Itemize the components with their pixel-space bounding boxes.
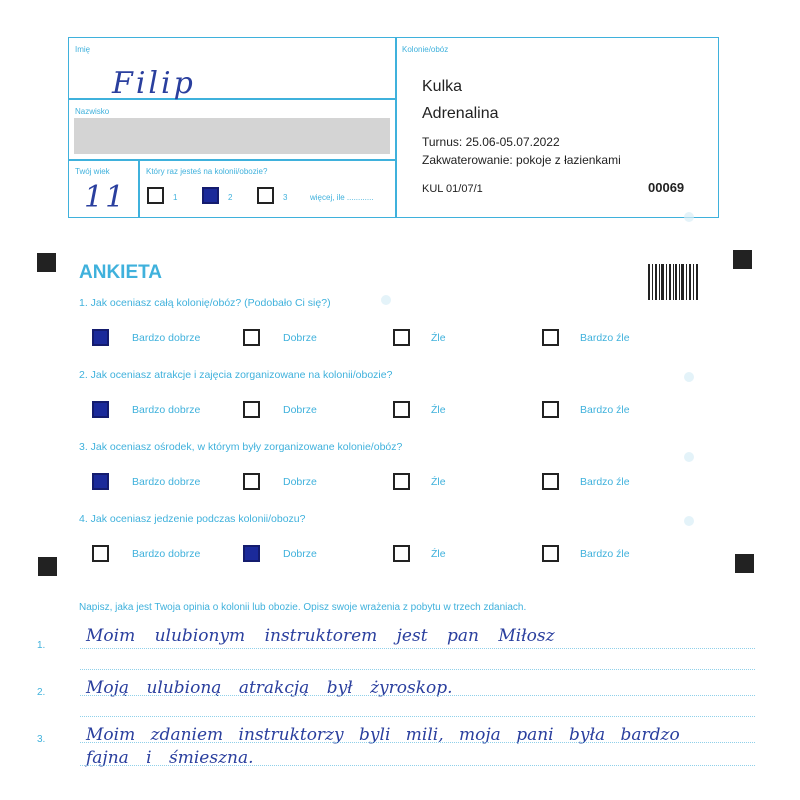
answer-line-3b xyxy=(80,765,755,766)
camp-code: KUL 01/07/1 xyxy=(422,183,483,195)
opinion-prompt: Napisz, jaka jest Twoja opinia o kolonii lub obozie. Opisz swoje wrażenia z pobytu w trzech zdaniach. xyxy=(79,602,527,613)
question-1-checkbox-4[interactable] xyxy=(542,329,559,346)
question-3-checkbox-1[interactable] xyxy=(92,473,109,490)
question-3-option-label: Bardzo dobrze xyxy=(132,476,201,488)
question-3-option-label: Źle xyxy=(431,476,446,488)
question-4-checkbox-1[interactable] xyxy=(92,545,109,562)
registration-marker-top-left xyxy=(37,253,56,272)
scan-smudge xyxy=(684,516,694,526)
question-4-checkbox-2[interactable] xyxy=(243,545,260,562)
question-2-checkbox-3[interactable] xyxy=(393,401,410,418)
question-2-checkbox-1[interactable] xyxy=(92,401,109,418)
visit-checkbox-2[interactable] xyxy=(202,187,219,204)
question-1-text: 1. Jak oceniasz całą kolonię/obóz? (Podobało Ci się?) xyxy=(79,297,331,309)
question-2-text: 2. Jak oceniasz atrakcje i zajęcia zorganizowane na kolonii/obozie? xyxy=(79,369,393,381)
scan-smudge xyxy=(684,212,694,222)
header-divider-age xyxy=(138,159,140,218)
question-1-option-label: Bardzo dobrze xyxy=(132,332,201,344)
question-4-checkbox-3[interactable] xyxy=(393,545,410,562)
question-2-option-label: Bardzo dobrze xyxy=(132,404,201,416)
question-3-option-label: Bardzo źle xyxy=(580,476,630,488)
visit-label: Który raz jesteś na kolonii/obozie? xyxy=(146,167,268,176)
question-4-option-label: Bardzo źle xyxy=(580,548,630,560)
name-value[interactable]: Filip xyxy=(112,66,196,101)
camp-name: Kulka xyxy=(422,78,463,95)
question-2-checkbox-4[interactable] xyxy=(542,401,559,418)
registration-marker-top-right xyxy=(733,250,752,269)
question-1-option-label: Źle xyxy=(431,332,446,344)
surname-redacted xyxy=(74,118,390,154)
question-4-checkbox-4[interactable] xyxy=(542,545,559,562)
survey-title: ANKIETA xyxy=(79,262,163,283)
question-3-checkbox-3[interactable] xyxy=(393,473,410,490)
question-2-option-label: Źle xyxy=(431,404,446,416)
question-1-checkbox-1[interactable] xyxy=(92,329,109,346)
question-3-text: 3. Jak oceniasz ośrodek, w którym były zorganizowane kolonie/obóz? xyxy=(79,441,403,453)
question-4-text: 4. Jak oceniasz jedzenie podczas kolonii/obozu? xyxy=(79,513,306,525)
scan-smudge xyxy=(684,452,694,462)
question-1-checkbox-2[interactable] xyxy=(243,329,260,346)
answer-3[interactable]: Moim zdaniem instruktorzy byli mili, moja pani była bardzo xyxy=(86,725,680,745)
visit-option-more: więcej, ile ............ xyxy=(310,193,374,202)
question-1-checkbox-3[interactable] xyxy=(393,329,410,346)
question-3-option-label: Dobrze xyxy=(283,476,317,488)
answer-number-2: 2. xyxy=(37,687,46,698)
header-divider-vertical xyxy=(395,37,397,218)
answer-line-1b xyxy=(80,669,755,670)
registration-marker-bottom-left xyxy=(38,557,57,576)
scan-smudge xyxy=(684,372,694,382)
header-divider-surname xyxy=(68,159,395,161)
question-3-checkbox-4[interactable] xyxy=(542,473,559,490)
camp-label: Kolonie/obóz xyxy=(402,45,449,54)
form-number: 00069 xyxy=(648,180,685,195)
answer-3-continued[interactable]: fajna i śmieszna. xyxy=(86,748,254,768)
answer-number-3: 3. xyxy=(37,734,46,745)
answer-number-1: 1. xyxy=(37,640,46,651)
scan-smudge xyxy=(381,295,391,305)
camp-subtitle: Adrenalina xyxy=(422,105,499,122)
question-4-option-label: Bardzo dobrze xyxy=(132,548,201,560)
name-label: Imię xyxy=(75,45,91,54)
question-2-option-label: Dobrze xyxy=(283,404,317,416)
surname-label: Nazwisko xyxy=(75,107,110,116)
answer-2[interactable]: Moją ulubioną atrakcją był żyroskop. xyxy=(86,678,453,698)
age-label: Twój wiek xyxy=(75,167,110,176)
question-1-option-label: Dobrze xyxy=(283,332,317,344)
barcode xyxy=(648,264,700,300)
answer-line-1a xyxy=(80,648,755,649)
turnus: Turnus: 25.06-05.07.2022 xyxy=(422,135,560,149)
answer-1[interactable]: Moim ulubionym instruktorem jest pan Miłosz xyxy=(86,626,555,646)
visit-option-3: 3 xyxy=(283,193,288,202)
question-2-checkbox-2[interactable] xyxy=(243,401,260,418)
question-3-checkbox-2[interactable] xyxy=(243,473,260,490)
answer-line-2a xyxy=(80,695,755,696)
answer-line-2b xyxy=(80,716,755,717)
visit-checkbox-1[interactable] xyxy=(147,187,164,204)
visit-checkbox-3[interactable] xyxy=(257,187,274,204)
accommodation: Zakwaterowanie: pokoje z łazienkami xyxy=(422,153,621,167)
answer-line-3a xyxy=(80,742,755,743)
visit-option-2: 2 xyxy=(228,193,233,202)
question-4-option-label: Dobrze xyxy=(283,548,317,560)
question-2-option-label: Bardzo źle xyxy=(580,404,630,416)
registration-marker-bottom-right xyxy=(735,554,754,573)
visit-option-1: 1 xyxy=(173,193,178,202)
question-1-option-label: Bardzo źle xyxy=(580,332,630,344)
age-value[interactable]: 11 xyxy=(84,180,127,215)
question-4-option-label: Źle xyxy=(431,548,446,560)
